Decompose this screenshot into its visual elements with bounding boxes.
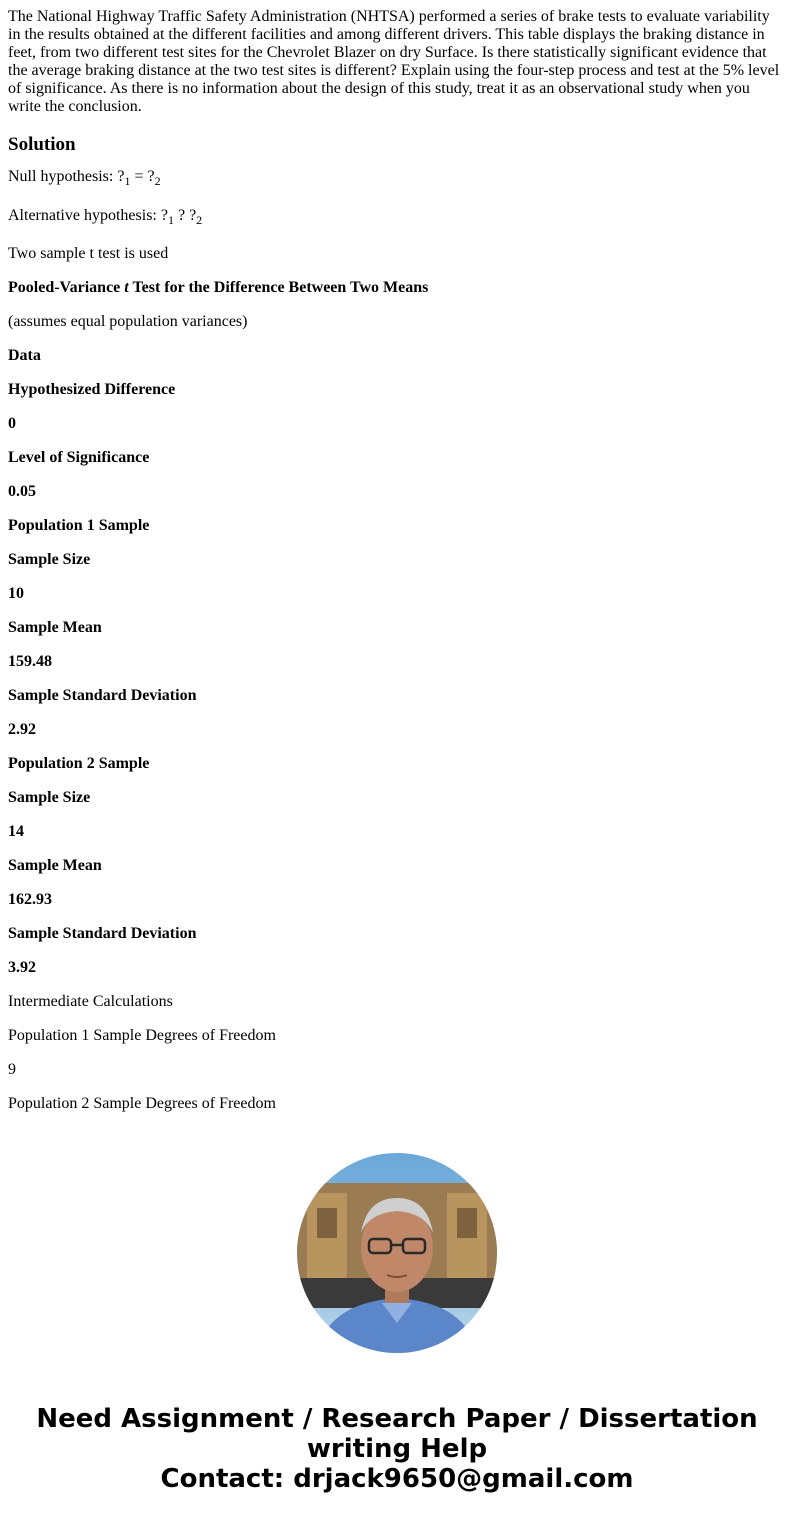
data-row: 3.92 (8, 959, 36, 976)
author-avatar (297, 1153, 497, 1353)
data-row: Data (8, 347, 41, 364)
promo-banner (0, 1404, 794, 1494)
data-row: Population 2 Sample Degrees of Freedom (8, 1095, 276, 1112)
promo-line-1: Need Assignment / Research Paper / Dissertation (36, 1404, 758, 1434)
data-row: 14 (8, 823, 24, 840)
data-row: 10 (8, 585, 24, 602)
data-row: 2.92 (8, 721, 36, 738)
data-row: Population 1 Sample (8, 517, 150, 534)
data-row: Sample Size (8, 789, 91, 806)
data-row: Hypothesized Difference (8, 381, 176, 398)
data-row: 0.05 (8, 483, 36, 500)
solution-heading: Solution (8, 134, 76, 155)
data-row: 162.93 (8, 891, 52, 908)
data-row: Intermediate Calculations (8, 993, 173, 1010)
data-rows (8, 347, 784, 1113)
assumption-note: (assumes equal population variances) (8, 313, 248, 330)
table-title: Pooled-Variance t Test for the Difference Between Two Means (8, 279, 429, 296)
data-row: Population 1 Sample Degrees of Freedom (8, 1027, 276, 1044)
test-used: Two sample t test is used (8, 245, 169, 262)
promo-contact: Contact: drjack9650@gmail.com (160, 1464, 634, 1494)
data-row: 0 (8, 415, 16, 432)
null-hypothesis: Null hypothesis: $?_1$ = $?_2$ (8, 168, 161, 189)
promo-line-2: writing Help (306, 1434, 488, 1464)
question-text: The National Highway Traffic Safety Administration (NHTSA) performed a series of brake tests to evaluate variability in the results obtained at the different facilities and among different drivers. This table displays the braking distance in feet, from two different test sites for the Chevrolet Blazer on dry Surface. Is there statistically significant evidence that the average braking distance at the two test sites is different? Explain using the four-step process and test at the 5% level of significance. As there is no information about the design of this study, treat it as an observational study when you write the conclusion. (8, 8, 780, 115)
data-row: 159.48 (8, 653, 52, 670)
solution-document (8, 8, 784, 1113)
data-row: Sample Standard Deviation (8, 687, 197, 704)
alternative-hypothesis: Alternative hypothesis: $?_1$ ? $?_2$ (8, 207, 203, 228)
data-row: Sample Mean (8, 619, 102, 636)
data-row: Level of Significance (8, 449, 150, 466)
data-row: Sample Mean (8, 857, 102, 874)
data-row: Population 2 Sample (8, 755, 150, 772)
data-row: Sample Size (8, 551, 91, 568)
data-row: 9 (8, 1061, 16, 1078)
portrait-photo (297, 1153, 497, 1353)
data-row: Sample Standard Deviation (8, 925, 197, 942)
